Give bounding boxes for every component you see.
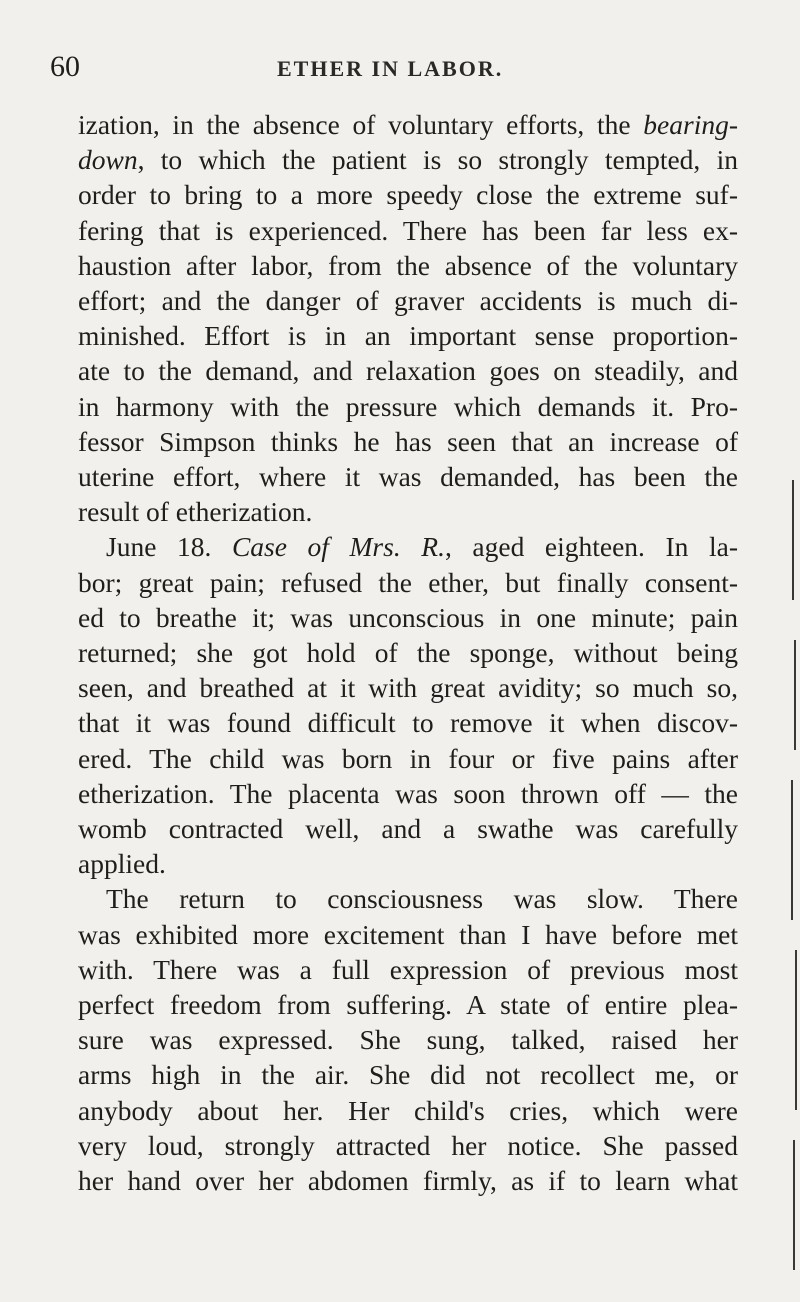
text-line bbox=[78, 1022, 738, 1057]
italic-run: Case of Mrs. R. bbox=[231, 531, 445, 563]
page-edge-shadow bbox=[786, 480, 800, 1300]
text-line bbox=[78, 600, 738, 635]
text-line bbox=[78, 389, 738, 424]
text-run: womb contracted well, and a swathe was carefully bbox=[78, 813, 738, 845]
text-line bbox=[78, 987, 738, 1022]
page-number: 60 bbox=[50, 50, 80, 83]
text-run: The return to consciousness was slow. There bbox=[106, 883, 738, 915]
text-line bbox=[78, 1057, 738, 1092]
text-run: sure was expressed. She sung, talked, raised her bbox=[78, 1024, 738, 1056]
text-run: that it was found difficult to remove it when discov- bbox=[78, 707, 738, 739]
italic-run: down bbox=[78, 144, 138, 176]
text-line bbox=[78, 494, 738, 529]
text-run: ization, in the absence of voluntary efforts, the bbox=[78, 109, 644, 140]
text-run: returned; she got hold of the sponge, without being bbox=[78, 637, 738, 669]
text-line bbox=[78, 811, 738, 846]
page-header bbox=[0, 52, 800, 82]
text-line bbox=[78, 565, 738, 600]
text-run: effort; and the danger of graver accidents is much di- bbox=[78, 285, 738, 317]
text-run: arms high in the air. She did not recollect me, or bbox=[78, 1059, 738, 1091]
text-line bbox=[78, 705, 738, 740]
running-title: ETHER IN LABOR. bbox=[277, 56, 504, 81]
text-run: very loud, strongly attracted her notice. She passed bbox=[78, 1129, 738, 1161]
text-run: minished. Effort is in an important sense proportion- bbox=[78, 320, 738, 352]
text-line bbox=[78, 283, 738, 318]
text-line bbox=[78, 917, 738, 952]
text-run: ate to the demand, and relaxation goes on steadily, and bbox=[78, 355, 738, 387]
text-line bbox=[78, 142, 738, 177]
text-line bbox=[78, 459, 738, 494]
text-run: order to bring to a more speedy close the extreme suf- bbox=[78, 179, 738, 211]
text-line bbox=[78, 424, 738, 459]
text-line bbox=[78, 353, 738, 388]
text-line bbox=[78, 1093, 738, 1128]
text-line bbox=[78, 177, 738, 212]
text-run: , aged eighteen. In la- bbox=[444, 531, 738, 563]
text-line bbox=[78, 107, 738, 142]
text-run: uterine effort, where it was demanded, has been the bbox=[78, 461, 738, 493]
text-run: bor; great pain; refused the ether, but finally consent- bbox=[78, 566, 738, 598]
text-run: ered. The child was born in four or five pains after bbox=[78, 742, 738, 774]
text-run: seen, and breathed at it with great avidity; so much so, bbox=[78, 672, 738, 704]
text-run: ed to breathe it; was unconscious in one minute; pain bbox=[78, 601, 738, 633]
text-line bbox=[78, 529, 738, 564]
text-line bbox=[78, 881, 738, 916]
text-run: applied. bbox=[78, 848, 166, 880]
text-line bbox=[78, 213, 738, 248]
text-line bbox=[78, 1128, 738, 1163]
text-run: , to which the patient is so strongly tempted, in bbox=[137, 144, 738, 176]
text-run: fessor Simpson thinks he has seen that an increase of bbox=[78, 425, 738, 457]
text-run: perfect freedom from suffering. A state of entire plea- bbox=[78, 989, 738, 1021]
text-run: June 18. bbox=[106, 531, 232, 563]
text-line bbox=[78, 1163, 738, 1198]
text-run: result of etherization. bbox=[78, 496, 313, 528]
text-line bbox=[78, 846, 738, 881]
text-line bbox=[78, 318, 738, 353]
text-line bbox=[78, 776, 738, 811]
text-run: in harmony with the pressure which demands it. Pro- bbox=[78, 390, 738, 422]
text-run: haustion after labor, from the absence of the voluntary bbox=[78, 249, 738, 281]
text-run: her hand over her abdomen firmly, as if to learn what bbox=[78, 1165, 738, 1197]
text-run: etherization. The placenta was soon thrown off — the bbox=[78, 777, 738, 809]
body-text bbox=[78, 107, 738, 1198]
text-line bbox=[78, 952, 738, 987]
text-line bbox=[78, 248, 738, 283]
italic-run: bearing- bbox=[643, 109, 738, 140]
text-run: fering that is experienced. There has been far less ex- bbox=[78, 214, 738, 246]
text-run: was exhibited more excitement than I have before met bbox=[78, 918, 738, 950]
text-line bbox=[78, 635, 738, 670]
text-line bbox=[78, 670, 738, 705]
text-run: anybody about her. Her child's cries, which were bbox=[78, 1094, 738, 1126]
text-run: with. There was a full expression of previous most bbox=[78, 953, 738, 985]
text-line bbox=[78, 741, 738, 776]
